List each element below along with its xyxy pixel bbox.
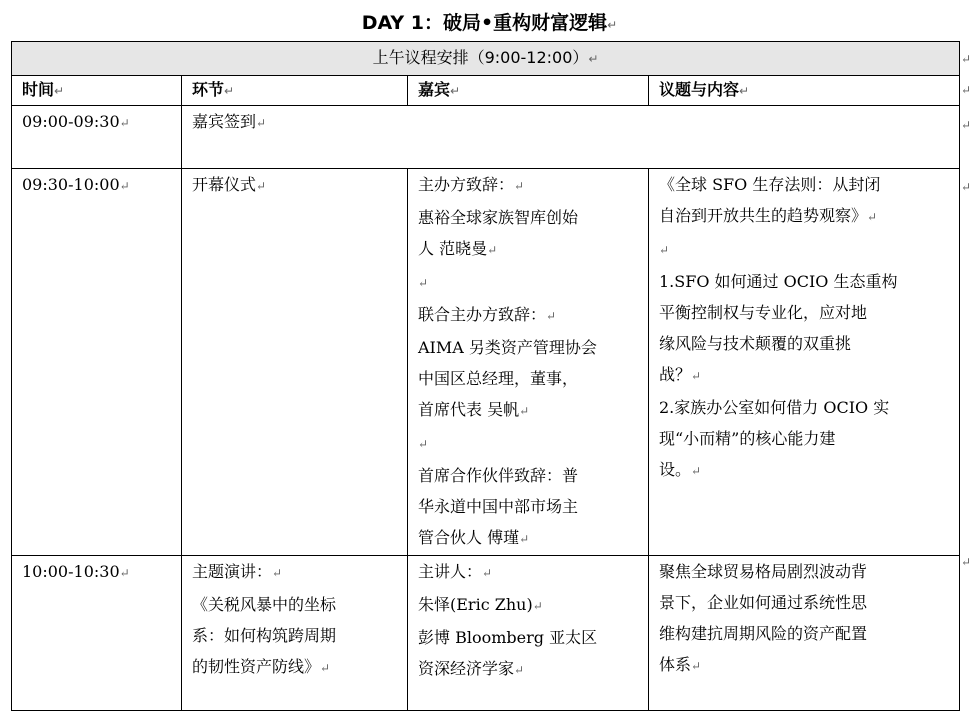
topic-cell: 《全球 SFO 生存法则：从封闭 自治到开放共生的趋势观察》↵ ↵ 1.SFO 如何通过 OCIO 生态重构 平衡控制权与专业化，应对地 缘风险与技术颠覆的双重挑 战？↵ 2.家族办公室如何借力 OCIO 实 现“小而精”的核心能力建 设。↵	[649, 169, 960, 556]
topic-cell: 聚焦全球贸易格局剧烈波动背 景下，企业如何通过系统性思 维构建抗周期风险的资产配置 体系↵	[649, 556, 960, 711]
guest-cell: 主办方致辞：↵ 惠裕全球家族智库创始 人 范晓曼↵ ↵ 联合主办方致辞：↵ AIMA 另类资产管理协会 中国区总经理，董事， 首席代表 吴帆↵ ↵ 首席合作伙伴致辞：普 华永道中国中部市场主 管合伙人 傅瑾↵	[408, 169, 649, 556]
segment-cell: 嘉宾签到↵	[182, 106, 960, 169]
agenda-table	[11, 41, 960, 711]
time-cell: 10:00-10:30↵	[12, 556, 182, 711]
header-segment: 环节↵	[182, 76, 408, 106]
segment-cell: 主题演讲：↵ 《关税风暴中的坐标 系：如何构筑跨周期 的韧性资产防线》↵	[182, 556, 408, 711]
header-time: 时间↵	[12, 76, 182, 106]
session-banner-row	[12, 42, 960, 76]
table-row	[12, 169, 960, 556]
session-banner: 上午议程安排（9:00-12:00）↵	[12, 42, 960, 76]
row-end-mark: ↵	[961, 180, 972, 194]
guest-cell: 主讲人：↵ 朱怿(Eric Zhu)↵ 彭博 Bloomberg 亚太区 资深经济学家↵	[408, 556, 649, 711]
row-end-mark: ↵	[961, 555, 972, 569]
table-row	[12, 106, 960, 169]
time-cell: 09:00-09:30↵	[12, 106, 182, 169]
segment-cell: 开幕仪式↵	[182, 169, 408, 556]
document-title: DAY 1：破局•重构财富逻辑↵	[361, 12, 618, 34]
table-row	[12, 556, 960, 711]
time-cell: 09:30-10:00↵	[12, 169, 182, 556]
row-end-mark: ↵	[961, 52, 972, 66]
header-guest: 嘉宾↵	[408, 76, 649, 106]
row-end-mark: ↵	[961, 118, 972, 132]
header-topic: 议题与内容↵	[649, 76, 960, 106]
row-end-mark: ↵	[961, 83, 972, 97]
table-header-row	[12, 76, 960, 106]
